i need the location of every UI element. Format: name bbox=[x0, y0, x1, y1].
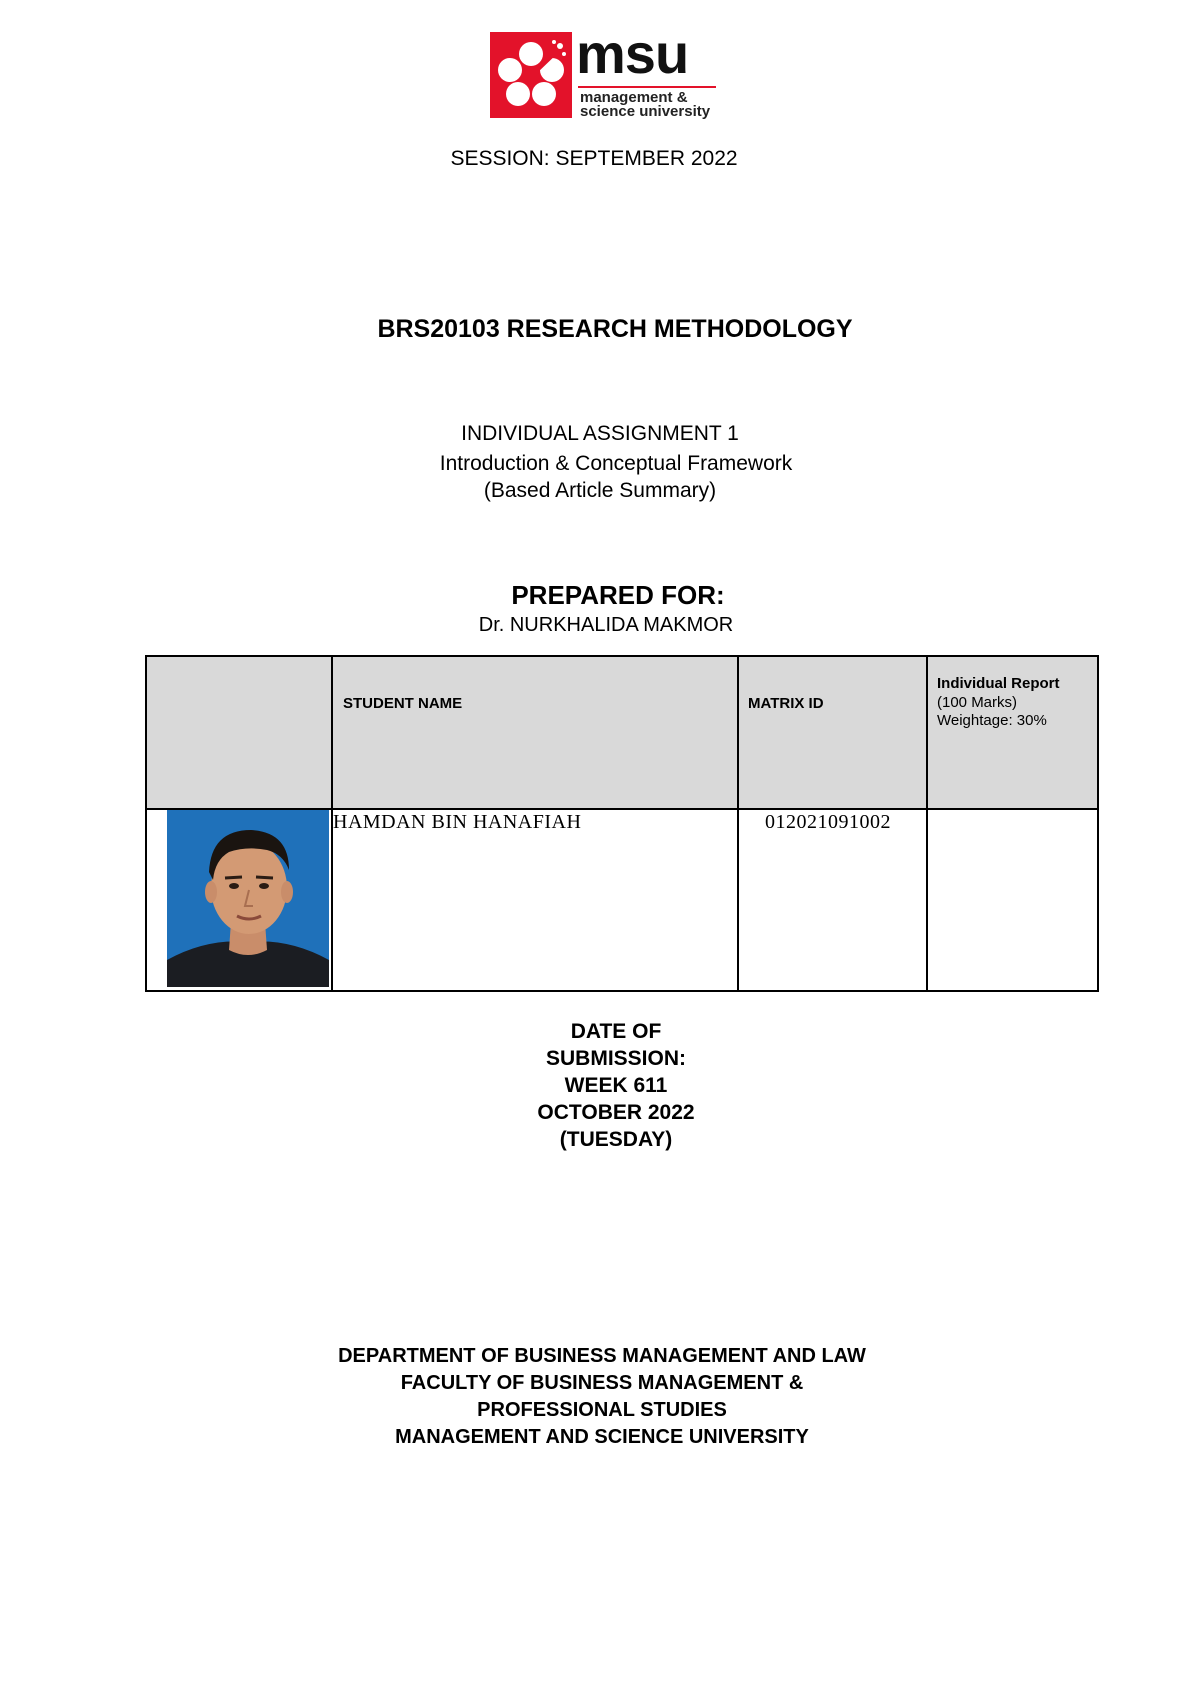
session-label: SESSION: SEPTEMBER 2022 bbox=[450, 147, 738, 170]
footer-faculty-cont: PROFESSIONAL STUDIES bbox=[477, 1399, 727, 1421]
footer-department: DEPARTMENT OF BUSINESS MANAGEMENT AND LAW bbox=[338, 1345, 866, 1367]
hibiscus-logo-icon bbox=[490, 32, 572, 118]
student-name-value: HAMDAN BIN HANAFIAH bbox=[333, 811, 582, 833]
col-divider-3 bbox=[926, 657, 928, 990]
assignment-line-2: Introduction & Conceptual Framework bbox=[439, 452, 793, 475]
header-student-name: STUDENT NAME bbox=[343, 695, 463, 712]
submission-line-5: (TUESDAY) bbox=[559, 1128, 673, 1151]
footer-faculty: FACULTY OF BUSINESS MANAGEMENT & bbox=[400, 1372, 804, 1394]
submission-line-1: DATE OF bbox=[570, 1020, 662, 1043]
col-divider-2 bbox=[737, 657, 739, 990]
assignment-line-1: INDIVIDUAL ASSIGNMENT 1 bbox=[461, 422, 739, 445]
logo-divider bbox=[578, 86, 716, 88]
logo-tagline-1: management & bbox=[580, 89, 688, 106]
logo-tagline-2: science university bbox=[580, 103, 711, 120]
lecturer-name: Dr. NURKHALIDA MAKMOR bbox=[478, 614, 734, 636]
footer-university: MANAGEMENT AND SCIENCE UNIVERSITY bbox=[395, 1426, 809, 1448]
student-info-table bbox=[145, 655, 1099, 992]
logo-wordmark: msu bbox=[576, 22, 689, 85]
course-title: BRS20103 RESEARCH METHODOLOGY bbox=[377, 315, 853, 343]
header-matrix-id: MATRIX ID bbox=[748, 695, 824, 712]
header-report-marks: (100 Marks) bbox=[937, 694, 1018, 711]
prepared-for-heading: PREPARED FOR: bbox=[511, 580, 725, 610]
header-report-title: Individual Report bbox=[937, 675, 1060, 692]
student-photo bbox=[167, 810, 329, 987]
submission-line-4: OCTOBER 2022 bbox=[537, 1101, 695, 1124]
assignment-line-3: (Based Article Summary) bbox=[483, 479, 717, 502]
header-report-weight: Weightage: 30% bbox=[937, 712, 1047, 729]
submission-line-2: SUBMISSION: bbox=[545, 1047, 686, 1070]
matrix-id-value: 012021091002 bbox=[765, 811, 891, 833]
submission-line-3: WEEK 611 bbox=[564, 1074, 668, 1097]
university-logo bbox=[490, 22, 720, 124]
